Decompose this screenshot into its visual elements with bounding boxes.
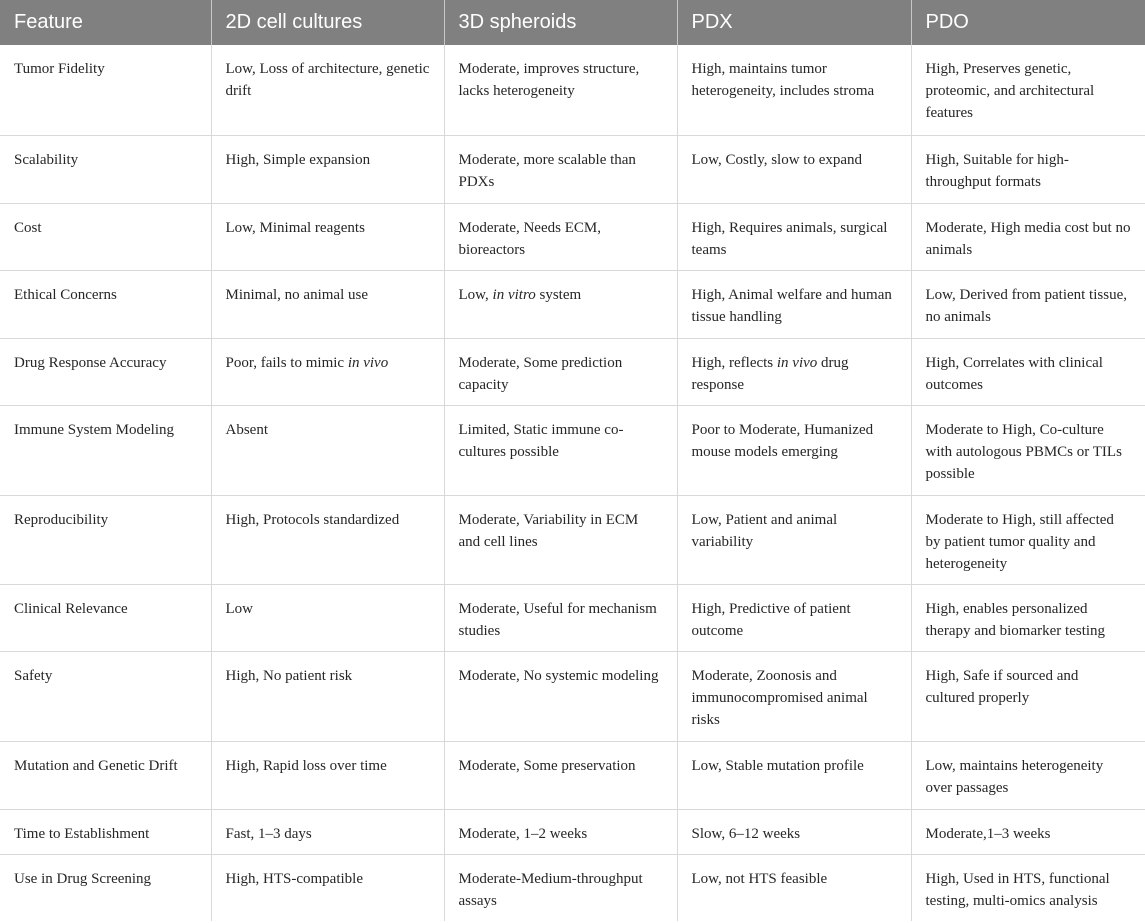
header-3d-spheroids: 3D spheroids [444,0,677,45]
cell-text-segment: in vivo [347,354,389,371]
cell-pdx: Slow, 6–12 weeks [677,809,911,854]
cell-text-segment: system [535,286,582,303]
cell-text-segment: High, reflects [691,354,777,371]
cell-2d-cell-cultures: Absent [211,405,444,495]
table-row [0,270,1145,338]
cell-2d-cell-cultures: High, Simple expansion [211,135,444,203]
cell-pdo: Moderate to High, Co-culture with autologous PBMCs or TILs possible [911,405,1145,495]
cell-pdx: High, Animal welfare and human tissue handling [677,270,911,338]
table-row [0,854,1145,921]
table-header [0,0,1145,45]
cell-pdo: High, Safe if sourced and cultured properly [911,651,1145,741]
feature-cell: Safety [0,651,211,741]
cell-pdo: High, Correlates with clinical outcomes [911,338,1145,405]
cell-2d-cell-cultures: High, Rapid loss over time [211,741,444,809]
cell-text-segment: in vitro [492,286,536,303]
cell-2d-cell-cultures: Fast, 1–3 days [211,809,444,854]
table-row [0,45,1145,135]
cell-3d-spheroids: Moderate, Variability in ECM and cell lines [444,495,677,584]
cell-text-segment: Poor, fails to mimic [225,354,348,371]
cell-pdo: High, enables personalized therapy and biomarker testing [911,584,1145,651]
cell-2d-cell-cultures: High, Protocols standardized [211,495,444,584]
cell-pdx: Low, not HTS feasible [677,854,911,921]
cell-2d-cell-cultures: Low [211,584,444,651]
cell-2d-cell-cultures: Low, Loss of architecture, genetic drift [211,45,444,135]
header-pdx: PDX [677,0,911,45]
cell-pdo: High, Suitable for high-throughput formats [911,135,1145,203]
cell-3d-spheroids: Moderate, Some prediction capacity [444,338,677,405]
cell-pdo: Low, maintains heterogeneity over passages [911,741,1145,809]
feature-cell: Immune System Modeling [0,405,211,495]
cell-2d-cell-cultures [211,338,444,405]
cell-3d-spheroids: Moderate, improves structure, lacks heterogeneity [444,45,677,135]
feature-cell: Cost [0,203,211,270]
cell-3d-spheroids: Moderate, No systemic modeling [444,651,677,741]
header-feature: Feature [0,0,211,45]
cell-pdx: Poor to Moderate, Humanized mouse models emerging [677,405,911,495]
feature-cell: Drug Response Accuracy [0,338,211,405]
cell-2d-cell-cultures: Low, Minimal reagents [211,203,444,270]
table-row [0,203,1145,270]
cell-pdo: Low, Derived from patient tissue, no animals [911,270,1145,338]
table-row [0,809,1145,854]
cell-pdx: Low, Stable mutation profile [677,741,911,809]
cell-pdx: Low, Patient and animal variability [677,495,911,584]
feature-cell: Use in Drug Screening [0,854,211,921]
feature-cell: Clinical Relevance [0,584,211,651]
table-row [0,741,1145,809]
cell-pdx: High, Requires animals, surgical teams [677,203,911,270]
cell-3d-spheroids: Limited, Static immune co-cultures possible [444,405,677,495]
cell-3d-spheroids: Moderate, Needs ECM, bioreactors [444,203,677,270]
table-row [0,338,1145,405]
feature-cell: Mutation and Genetic Drift [0,741,211,809]
header-2d-cell-cultures: 2D cell cultures [211,0,444,45]
cell-2d-cell-cultures: High, HTS-compatible [211,854,444,921]
table-row [0,651,1145,741]
cell-2d-cell-cultures: Minimal, no animal use [211,270,444,338]
cell-2d-cell-cultures: High, No patient risk [211,651,444,741]
table-row [0,584,1145,651]
cell-pdx: High, Predictive of patient outcome [677,584,911,651]
table-body [0,45,1145,921]
header-row [0,0,1145,45]
cell-pdo: High, Preserves genetic, proteomic, and architectural features [911,45,1145,135]
cell-pdo: Moderate to High, still affected by patient tumor quality and heterogeneity [911,495,1145,584]
cell-pdx: Low, Costly, slow to expand [677,135,911,203]
feature-cell: Time to Establishment [0,809,211,854]
feature-cell: Scalability [0,135,211,203]
feature-cell: Ethical Concerns [0,270,211,338]
cell-3d-spheroids [444,270,677,338]
cell-pdx: Moderate, Zoonosis and immunocompromised animal risks [677,651,911,741]
feature-cell: Reproducibility [0,495,211,584]
cell-text-segment: Low, [458,286,493,303]
cell-pdo: Moderate, High media cost but no animals [911,203,1145,270]
header-pdo: PDO [911,0,1145,45]
cell-text-segment: in vivo [776,354,818,371]
table-row [0,405,1145,495]
cell-3d-spheroids: Moderate, more scalable than PDXs [444,135,677,203]
cell-3d-spheroids: Moderate-Medium-throughput assays [444,854,677,921]
cell-text-segment: drug response [691,354,849,393]
cell-pdo: Moderate,1–3 weeks [911,809,1145,854]
cell-pdx [677,338,911,405]
table-row [0,495,1145,584]
cell-pdx: High, maintains tumor heterogeneity, includes stroma [677,45,911,135]
cell-3d-spheroids: Moderate, 1–2 weeks [444,809,677,854]
table-row [0,135,1145,203]
cell-pdo: High, Used in HTS, functional testing, multi-omics analysis [925,870,1110,909]
feature-cell: Tumor Fidelity [0,45,211,135]
cell-3d-spheroids: Moderate, Some preservation [444,741,677,809]
cell-3d-spheroids: Moderate, Useful for mechanism studies [444,584,677,651]
